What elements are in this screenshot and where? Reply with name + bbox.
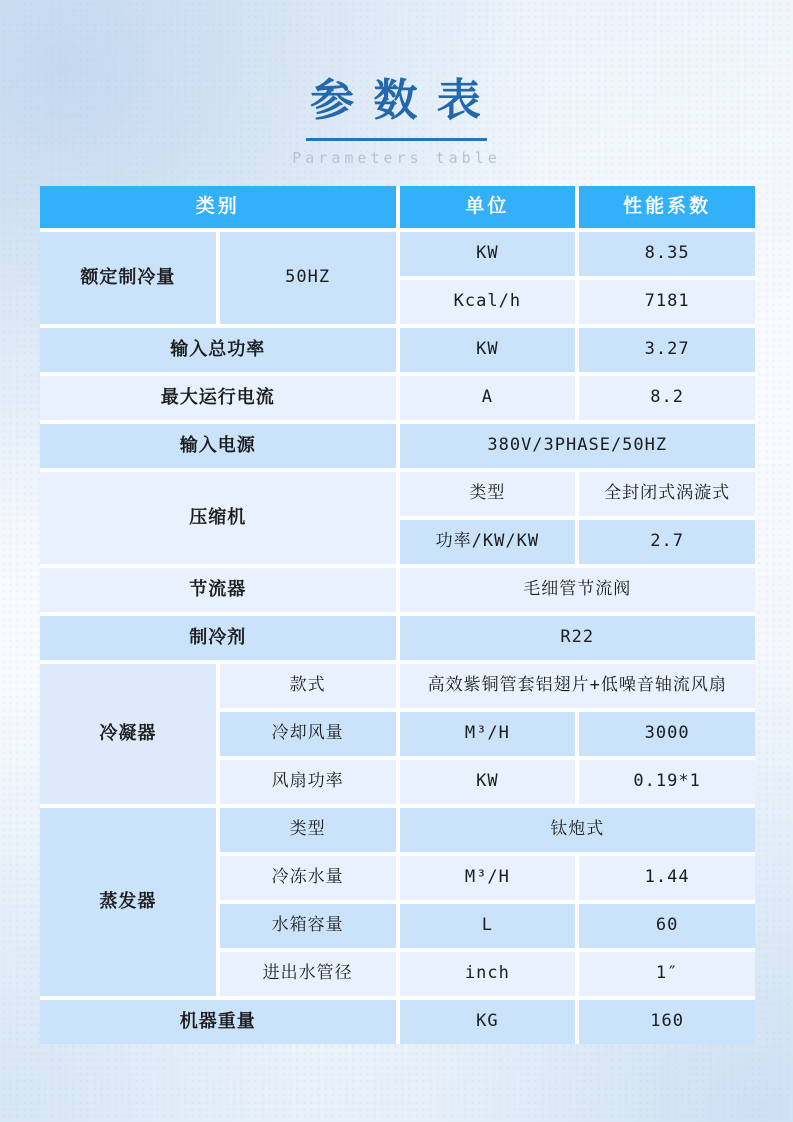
cell-evaporator-type-value: 钛炮式 <box>400 808 756 852</box>
cell-rated-cooling-freq: 50HZ <box>220 232 396 324</box>
cell-max-current-value: 8.2 <box>579 376 755 420</box>
parameters-table <box>40 186 755 1044</box>
cell-rated-kcal-unit: Kcal/h <box>400 280 576 324</box>
cell-power-supply-value: 380V/3PHASE/50HZ <box>400 424 756 468</box>
cell-tank-capacity-unit: L <box>400 904 576 948</box>
cell-condenser-airflow-unit: M³/H <box>400 712 576 756</box>
cell-input-power-label: 输入总功率 <box>40 328 396 372</box>
cell-max-current-unit: A <box>400 376 576 420</box>
header-category: 类别 <box>40 186 396 228</box>
cell-input-power-unit: KW <box>400 328 576 372</box>
cell-rated-kcal-value: 7181 <box>579 280 755 324</box>
cell-refrigerant-value: R22 <box>400 616 756 660</box>
page-title: 参 数 表 <box>306 64 487 141</box>
cell-condenser-fan-unit: KW <box>400 760 576 804</box>
cell-rated-cooling-label: 额定制冷量 <box>40 232 216 324</box>
cell-pipe-diameter-label: 进出水管径 <box>220 952 396 996</box>
cell-condenser-style-label: 款式 <box>220 664 396 708</box>
cell-input-power-value: 3.27 <box>579 328 755 372</box>
cell-compressor-power-label: 功率/KW/KW <box>400 520 576 564</box>
cell-condenser-fan-value: 0.19*1 <box>579 760 755 804</box>
header-unit: 单位 <box>400 186 576 228</box>
cell-condenser-fan-label: 风扇功率 <box>220 760 396 804</box>
cell-throttle-value: 毛细管节流阀 <box>400 568 756 612</box>
cell-compressor-label: 压缩机 <box>40 472 396 564</box>
cell-chilled-water-value: 1.44 <box>579 856 755 900</box>
cell-rated-kw-unit: KW <box>400 232 576 276</box>
cell-compressor-type-value: 全封闭式涡漩式 <box>579 472 755 516</box>
cell-max-current-label: 最大运行电流 <box>40 376 396 420</box>
cell-machine-weight-value: 160 <box>579 1000 755 1044</box>
cell-pipe-diameter-unit: inch <box>400 952 576 996</box>
page-subtitle: Parameters table <box>292 149 501 167</box>
cell-compressor-type-label: 类型 <box>400 472 576 516</box>
cell-power-supply-label: 输入电源 <box>40 424 396 468</box>
cell-condenser-label: 冷凝器 <box>40 664 216 804</box>
cell-evaporator-label: 蒸发器 <box>40 808 216 996</box>
cell-condenser-style-value: 高效紫铜管套铝翅片+低噪音轴流风扇 <box>400 664 756 708</box>
cell-rated-kw-value: 8.35 <box>579 232 755 276</box>
cell-machine-weight-label: 机器重量 <box>40 1000 396 1044</box>
cell-machine-weight-unit: KG <box>400 1000 576 1044</box>
cell-pipe-diameter-value: 1″ <box>579 952 755 996</box>
page-header <box>0 64 793 167</box>
cell-evaporator-type-label: 类型 <box>220 808 396 852</box>
cell-chilled-water-label: 冷冻水量 <box>220 856 396 900</box>
cell-condenser-airflow-label: 冷却风量 <box>220 712 396 756</box>
header-coefficient: 性能系数 <box>579 186 755 228</box>
cell-tank-capacity-label: 水箱容量 <box>220 904 396 948</box>
cell-compressor-power-value: 2.7 <box>579 520 755 564</box>
cell-condenser-airflow-value: 3000 <box>579 712 755 756</box>
cell-chilled-water-unit: M³/H <box>400 856 576 900</box>
cell-refrigerant-label: 制冷剂 <box>40 616 396 660</box>
cell-throttle-label: 节流器 <box>40 568 396 612</box>
cell-tank-capacity-value: 60 <box>579 904 755 948</box>
